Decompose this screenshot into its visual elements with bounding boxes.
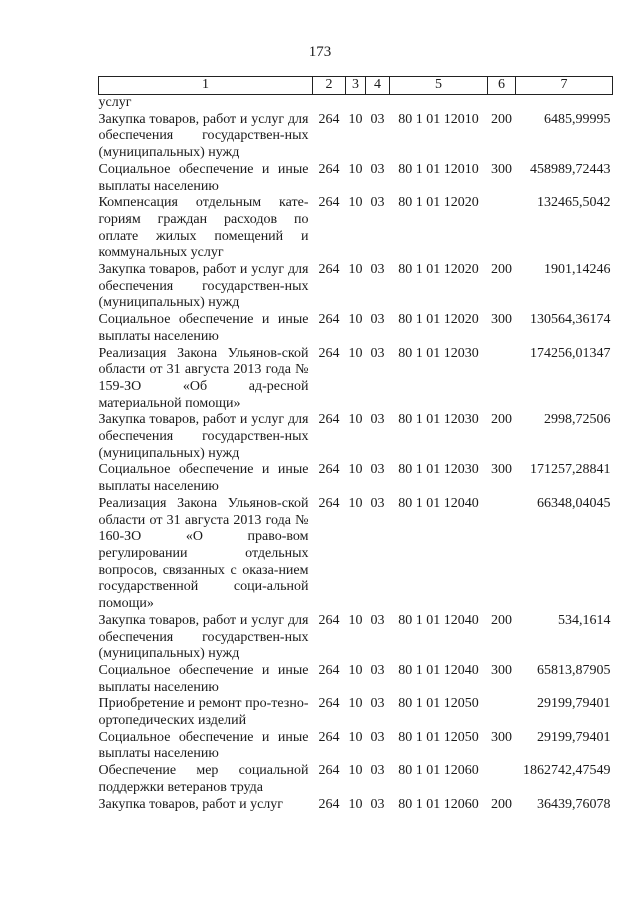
- row-name: Социальное обеспечение и иные выплаты населению: [98, 312, 309, 344]
- section-code: 10: [348, 345, 363, 361]
- ministry-code: 264: [318, 345, 340, 361]
- subsection-code: 03: [370, 412, 385, 428]
- ministry-code: 264: [318, 495, 340, 511]
- target-article-code: 80 1 01 12050: [398, 696, 479, 712]
- amount-value: 65813,87905: [537, 662, 611, 678]
- subsection-code: 03: [370, 796, 385, 812]
- ministry-code: 264: [318, 763, 340, 779]
- row-name: Социальное обеспечение и иные выплаты населению: [98, 462, 309, 495]
- subsection-code: 03: [370, 495, 385, 511]
- section-code: 10: [348, 195, 363, 211]
- row-name: Компенсация отдельным кате-гориям граждан расходов по оплате жилых помещений и коммунальных услуг: [98, 195, 309, 261]
- amount-value: 6485,99995: [544, 111, 611, 127]
- target-article-code: 80 1 01 12010: [398, 161, 479, 177]
- row-name: услуг: [98, 95, 132, 110]
- section-code: 10: [348, 161, 363, 177]
- table-row: [99, 496, 613, 613]
- section-code: 10: [348, 412, 363, 428]
- subsection-code: 03: [370, 662, 385, 678]
- ministry-code: 264: [318, 161, 340, 177]
- section-code: 10: [348, 696, 363, 712]
- expense-type-code: [488, 496, 516, 613]
- section-code: 10: [348, 662, 363, 678]
- amount-value: 2998,72506: [544, 412, 611, 428]
- row-name: Реализация Закона Ульянов-ской области от 31 августа 2013 года № 160-ЗО «О право-вом регулировании отдельных вопросов, связанных с оказа-нием государственной соци-альной помощи»: [98, 495, 309, 612]
- subsection-code: 03: [370, 312, 385, 328]
- table-body: [99, 95, 613, 814]
- amount-value: 171257,28841: [530, 462, 611, 478]
- ministry-code: 264: [318, 262, 340, 278]
- section-code: 10: [348, 262, 363, 278]
- section-code: 10: [348, 462, 363, 478]
- section-code: 10: [348, 111, 363, 127]
- table-row: [99, 112, 613, 162]
- subsection-code: 03: [370, 161, 385, 177]
- table-row: [99, 195, 613, 262]
- amount-value: 29199,79401: [537, 696, 611, 712]
- subsection-code: 03: [370, 195, 385, 211]
- target-article-code: 80 1 01 12020: [398, 312, 479, 328]
- table-row: [99, 462, 613, 495]
- target-article-code: 80 1 01 12040: [398, 662, 479, 678]
- expense-type-code: 300: [491, 312, 512, 328]
- subsection-code: 03: [370, 111, 385, 127]
- subsection-code: 03: [370, 696, 385, 712]
- table-row: [99, 412, 613, 462]
- amount-value: [516, 95, 613, 112]
- table-row: [99, 262, 613, 312]
- target-article-code: 80 1 01 12040: [398, 612, 479, 628]
- table-row: [99, 346, 613, 413]
- target-article-code: 80 1 01 12050: [398, 729, 479, 745]
- table-row: [99, 95, 613, 112]
- ministry-code: 264: [318, 412, 340, 428]
- column-header: 1: [99, 77, 313, 95]
- expense-type-code: [488, 95, 516, 112]
- subsection-code: [366, 95, 390, 112]
- ministry-code: 264: [318, 796, 340, 812]
- expense-type-code: [488, 763, 516, 796]
- row-name: Закупка товаров, работ и услуг для обеспечения государствен-ных (муниципальных) нужд: [98, 262, 309, 311]
- subsection-code: 03: [370, 345, 385, 361]
- ministry-code: 264: [318, 729, 340, 745]
- ministry-code: 264: [318, 462, 340, 478]
- subsection-code: 03: [370, 612, 385, 628]
- page-number: 173: [308, 44, 332, 60]
- column-header: 7: [516, 77, 613, 95]
- expense-type-code: 300: [491, 462, 512, 478]
- section-code: [346, 95, 366, 112]
- ministry-code: 264: [318, 612, 340, 628]
- row-name: Реализация Закона Ульянов-ской области от 31 августа 2013 года № 159-ЗО «Об ад-ресной материальной помощи»: [98, 345, 309, 411]
- expense-type-code: 200: [491, 796, 512, 812]
- row-name: Закупка товаров, работ и услуг для обеспечения государствен-ных (муниципальных) нужд: [98, 111, 309, 161]
- expense-type-code: 200: [491, 412, 512, 428]
- target-article-code: 80 1 01 12040: [398, 495, 479, 511]
- expense-type-code: [488, 696, 516, 729]
- target-article-code: 80 1 01 12020: [398, 195, 479, 211]
- column-header: 6: [488, 77, 516, 95]
- target-article-code: 80 1 01 12030: [398, 345, 479, 361]
- row-name: Социальное обеспечение и иные выплаты населению: [98, 662, 309, 695]
- table-row: [99, 613, 613, 663]
- amount-value: 1862742,47549: [523, 763, 611, 779]
- table-row: [99, 162, 613, 195]
- amount-value: 174256,01347: [530, 345, 611, 361]
- expense-type-code: [488, 195, 516, 262]
- target-article-code: 80 1 01 12020: [398, 262, 479, 278]
- subsection-code: 03: [370, 462, 385, 478]
- budget-table: [98, 76, 613, 813]
- table-row: [99, 312, 613, 345]
- target-article-code: 80 1 01 12030: [398, 412, 479, 428]
- subsection-code: 03: [370, 729, 385, 745]
- amount-value: 132465,5042: [537, 195, 611, 211]
- amount-value: 36439,76078: [537, 796, 611, 812]
- row-name: Приобретение и ремонт про-тезно-ортопедических изделий: [98, 696, 309, 729]
- expense-type-code: 300: [491, 662, 512, 678]
- ministry-code: 264: [318, 662, 340, 678]
- row-name: Обеспечение мер социальной поддержки ветеранов труда: [98, 763, 309, 795]
- ministry-code: 264: [318, 111, 340, 127]
- amount-value: 66348,04045: [537, 495, 611, 511]
- column-header: 5: [390, 77, 488, 95]
- target-article-code: 80 1 01 12030: [398, 462, 479, 478]
- row-name: Закупка товаров, работ и услуг: [98, 796, 284, 812]
- amount-value: 29199,79401: [537, 729, 611, 745]
- expense-type-code: 300: [491, 729, 512, 745]
- row-name: Закупка товаров, работ и услуг для обеспечения государствен-ных (муниципальных) нужд: [98, 412, 309, 461]
- table-row: [99, 663, 613, 696]
- table-row: [99, 696, 613, 729]
- section-code: 10: [348, 729, 363, 745]
- row-name: Социальное обеспечение и иные выплаты населению: [98, 161, 309, 194]
- expense-type-code: 300: [491, 161, 512, 177]
- section-code: 10: [348, 312, 363, 328]
- section-code: 10: [348, 612, 363, 628]
- ministry-code: 264: [318, 312, 340, 328]
- target-article-code: 80 1 01 12060: [398, 763, 479, 779]
- section-code: 10: [348, 495, 363, 511]
- expense-type-code: 200: [491, 612, 512, 628]
- expense-type-code: 200: [491, 111, 512, 127]
- table-header: [99, 77, 613, 95]
- target-article-code: [390, 95, 488, 112]
- subsection-code: 03: [370, 763, 385, 779]
- table-row: [99, 730, 613, 763]
- subsection-code: 03: [370, 262, 385, 278]
- target-article-code: 80 1 01 12010: [398, 111, 479, 127]
- ministry-code: 264: [318, 696, 340, 712]
- target-article-code: 80 1 01 12060: [398, 796, 479, 812]
- section-code: 10: [348, 763, 363, 779]
- expense-type-code: 200: [491, 262, 512, 278]
- table-row: [99, 763, 613, 796]
- column-header: 2: [313, 77, 346, 95]
- header-row: [99, 77, 613, 95]
- row-name: Закупка товаров, работ и услуг для обеспечения государствен-ных (муниципальных) нужд: [98, 612, 309, 662]
- table-row: [99, 797, 613, 814]
- amount-value: 1901,14246: [544, 262, 611, 278]
- ministry-code: [313, 95, 346, 112]
- column-header: 3: [346, 77, 366, 95]
- expense-type-code: [488, 346, 516, 413]
- ministry-code: 264: [318, 195, 340, 211]
- section-code: 10: [348, 796, 363, 812]
- amount-value: 130564,36174: [530, 312, 611, 328]
- column-header: 4: [366, 77, 390, 95]
- amount-value: 534,1614: [558, 612, 611, 628]
- row-name: Социальное обеспечение и иные выплаты населению: [98, 729, 309, 762]
- amount-value: 458989,72443: [530, 161, 611, 177]
